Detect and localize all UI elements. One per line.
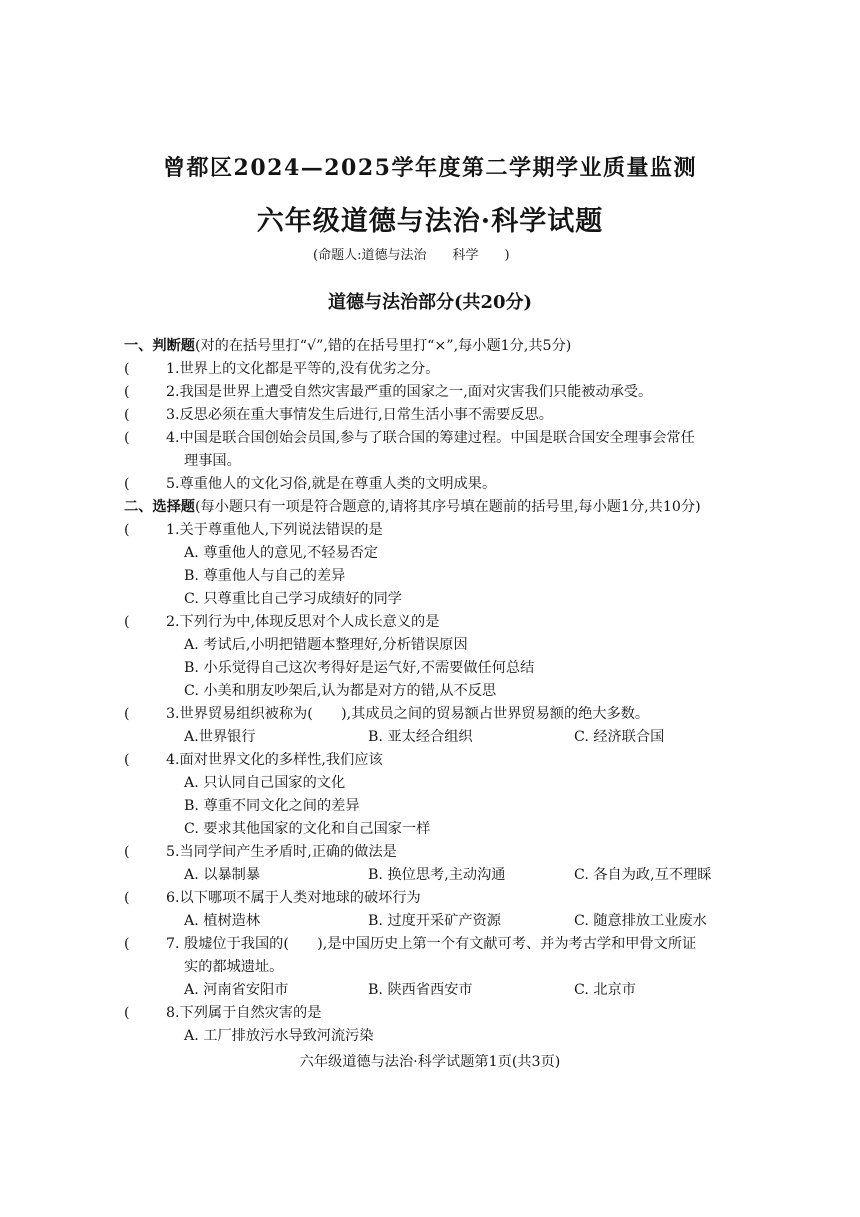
mc-q8-option-a: A. 工厂排放污水导致河流污染 [184,1028,374,1044]
exam-title: 曾都区2024—2025学年度第二学期学业质量监测 [163,155,697,181]
mc-q6-option-c: C. 随意排放工业废水 [574,913,707,929]
part2-instructions: (每小题只有一项是符合题意的,请将其序号填在题前的括号里,每小题1分,共10分) [194,499,701,515]
mc-q6-option-b: B. 过度开采矿产资源 [368,913,501,929]
mc-q4-option-a: A. 只认同自己国家的文化 [184,775,346,791]
exam-subtitle: 六年级道德与法治·科学试题 [256,206,604,237]
answer-bracket[interactable]: ( [124,476,130,492]
mc-question-4: 4.面对世界文化的多样性,我们应该 [166,752,383,768]
answer-bracket[interactable]: ( [124,384,130,400]
mc-q7-option-c: C. 北京市 [574,982,636,998]
mc-question-2: 2.下列行为中,体现反思对个人成长意义的是 [166,614,440,630]
part1-instructions: (对的在括号里打“√”,错的在括号里打“×”,每小题1分,共5分) [194,338,572,354]
mc-q1-option-b: B. 尊重他人与自己的差异 [184,568,346,584]
mc-question-7: 7. 殷墟位于我国的( ),是中国历史上第一个有文献可考、并为考古学和甲骨文所证 [166,936,697,952]
mc-q4-option-c: C. 要求其他国家的文化和自己国家一样 [184,821,431,837]
mc-q3-option-b: B. 亚太经合组织 [368,729,473,745]
mc-question-8: 8.下列属于自然灾害的是 [166,1005,322,1021]
mc-question-7-cont: 实的都城遗址。 [184,959,284,975]
answer-bracket[interactable]: ( [124,407,130,423]
mc-q5-option-a: A. 以暴制暴 [184,867,261,883]
tf-question-4: 4.中国是联合国创始会员国,参与了联合国的筹建过程。中国是联合国安全理事会常任 [166,430,695,446]
part1-label: 一、判断题 [124,338,195,354]
part2-heading [124,497,701,517]
answer-bracket[interactable]: ( [124,614,130,630]
mc-q2-option-c: C. 小美和朋友吵架后,认为都是对方的错,从不反思 [184,683,497,699]
answer-bracket[interactable]: ( [124,890,130,906]
answer-bracket[interactable]: ( [124,706,130,722]
mc-q3-option-a: A.世界银行 [184,729,256,745]
mc-q2-option-a: A. 考试后,小明把错题本整理好,分析错误原因 [184,637,468,653]
mc-question-6: 6.以下哪项不属于人类对地球的破坏行为 [166,890,421,906]
mc-q4-option-b: B. 尊重不同文化之间的差异 [184,798,360,814]
tf-question-3: 3.反思必须在重大事情发生后进行,日常生活小事不需要反思。 [166,407,553,423]
part2-label: 二、选择题 [124,499,195,515]
answer-bracket[interactable]: ( [124,844,130,860]
tf-question-2: 2.我国是世界上遭受自然灾害最严重的国家之一,面对灾害我们只能被动承受。 [166,384,653,400]
answer-bracket[interactable]: ( [124,522,130,538]
mc-q5-option-b: B. 换位思考,主动沟通 [368,867,506,883]
mc-question-3: 3.世界贸易组织被称为( ),其成员之间的贸易额占世界贸易额的绝大多数。 [166,706,650,722]
answer-bracket[interactable]: ( [124,936,130,952]
tf-question-4-cont: 理事国。 [184,453,241,469]
answer-bracket[interactable]: ( [124,752,130,768]
mc-q2-option-b: B. 小乐觉得自己这次考得好是运气好,不需要做任何总结 [184,660,535,676]
page-footer: 六年级道德与法治·科学试题第1页(共3页) [299,1054,561,1070]
mc-q1-option-a: A. 尊重他人的意见,不轻易否定 [184,545,379,561]
answer-bracket[interactable]: ( [124,430,130,446]
mc-q7-option-b: B. 陕西省西安市 [368,982,473,998]
part1-heading [124,336,571,356]
mc-question-5: 5.当同学间产生矛盾时,正确的做法是 [166,844,397,860]
mc-question-1: 1.关于尊重他人,下列说法错误的是 [166,522,383,538]
authors-line: (命题人:道德与法治 科学 ) [313,248,510,263]
answer-bracket[interactable]: ( [124,1005,130,1021]
tf-question-1: 1.世界上的文化都是平等的,没有优劣之分。 [166,361,440,377]
mc-q3-option-c: C. 经济联合国 [574,729,665,745]
mc-q1-option-c: C. 只尊重比自己学习成绩好的同学 [184,591,402,607]
mc-q7-option-a: A. 河南省安阳市 [184,982,289,998]
mc-q5-option-c: C. 各自为政,互不理睬 [574,867,712,883]
tf-question-5: 5.尊重他人的文化习俗,就是在尊重人类的文明成果。 [166,476,497,492]
answer-bracket[interactable]: ( [124,361,130,377]
section-title: 道德与法治部分(共20分) [327,292,533,313]
mc-q6-option-a: A. 植树造林 [184,913,261,929]
